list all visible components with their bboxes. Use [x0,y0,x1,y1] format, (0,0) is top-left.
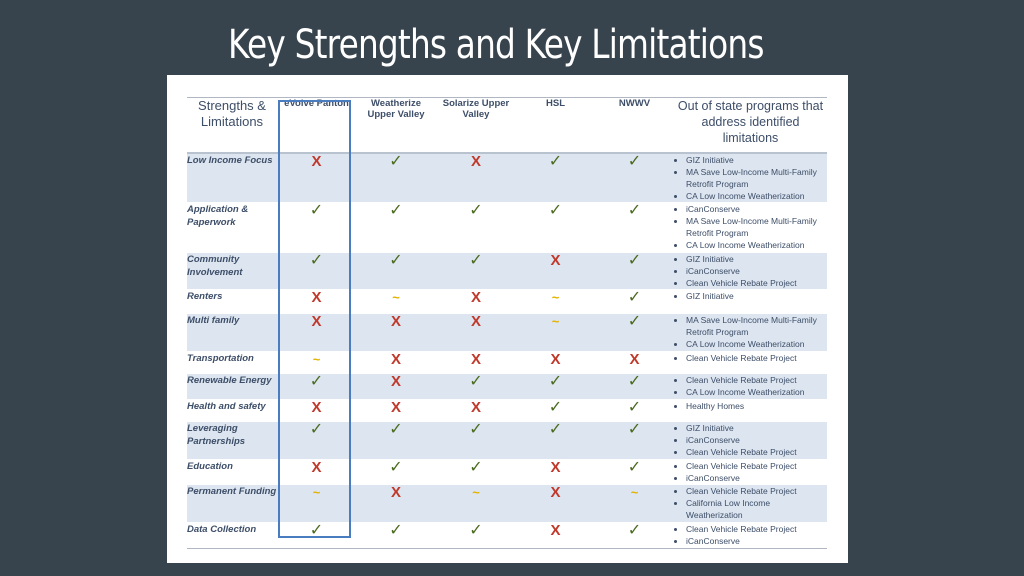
table-row [187,400,827,422]
check-mark-icon: ✓ [389,459,403,476]
out-of-state-programs-cell [674,422,827,460]
program-list-item: • CA Low Income Weatherization [686,338,827,350]
mark-cell [595,153,674,203]
program-list-item: • Clean Vehicle Rebate Project [686,352,827,364]
mark-cell [356,460,436,485]
mark-cell [595,352,674,374]
mark-cell [277,400,356,422]
check-mark-icon: ✓ [469,373,483,390]
mark-cell [595,203,674,253]
x-mark-icon: X [470,313,481,330]
slide-title: Key Strengths and Key Limitations [228,22,764,68]
mark-cell [356,314,436,352]
header-evolve-panton: eVolve Panton [277,98,356,154]
tilde-mark-icon: ~ [312,352,321,367]
check-mark-icon: ✓ [548,202,563,219]
tilde-mark-icon: ~ [472,485,480,500]
check-mark-icon: ✓ [627,522,642,539]
out-of-state-programs-cell [674,460,827,485]
x-mark-icon: X [550,351,561,368]
program-list-item: • Clean Vehicle Rebate Project [686,446,827,458]
x-mark-icon: X [311,459,322,476]
mark-cell [277,153,356,203]
row-label: Renters [187,290,277,314]
check-mark-icon: ✓ [309,252,324,269]
mark-cell [436,523,516,549]
mark-cell [516,460,595,485]
table-row [187,374,827,400]
check-mark-icon: ✓ [469,421,483,438]
mark-cell [595,523,674,549]
program-list-item: • iCanConserve [686,472,827,484]
mark-cell [516,422,595,460]
row-label: Community Involvement [187,253,277,290]
check-mark-icon: ✓ [309,373,324,390]
mark-cell [436,290,516,314]
row-label: Application & Paperwork [187,203,277,253]
out-of-state-programs-cell [674,352,827,374]
check-mark-icon: ✓ [627,421,642,438]
program-list-item: • CA Low Income Weatherization [686,239,827,251]
check-mark-icon: ✓ [309,421,324,438]
tilde-mark-icon: ~ [551,290,560,305]
mark-cell [277,374,356,400]
mark-cell [516,153,595,203]
program-list [674,203,827,251]
program-list [674,253,827,289]
x-mark-icon: X [311,153,322,170]
mark-cell [356,153,436,203]
check-mark-icon: ✓ [627,373,642,390]
mark-cell [436,352,516,374]
program-list [674,523,827,547]
x-mark-icon: X [390,313,401,330]
program-list [674,374,827,398]
out-of-state-programs-cell [674,400,827,422]
program-list-item: • GIZ Initiative [686,154,827,166]
header-strengths-limitations: Strengths & Limitations [187,98,277,154]
check-mark-icon: ✓ [469,252,483,269]
mark-cell [595,253,674,290]
table-row [187,314,827,352]
mark-cell [277,314,356,352]
check-mark-icon: ✓ [309,522,324,539]
program-list-item: • iCanConserve [686,434,827,446]
check-mark-icon: ✓ [469,522,483,539]
x-mark-icon: X [311,313,322,330]
row-label: Multi family [187,314,277,352]
mark-cell [516,523,595,549]
check-mark-icon: ✓ [627,459,642,476]
program-list-item: • MA Save Low-Income Multi-Family Retrofit Program [686,314,827,338]
out-of-state-programs-cell [674,153,827,203]
check-mark-icon: ✓ [548,421,563,438]
mark-cell [516,400,595,422]
mark-cell [277,460,356,485]
mark-cell [356,523,436,549]
header-out-of-state-programs: Out of state programs that address identified limitations [674,98,827,154]
check-mark-icon: ✓ [627,202,642,219]
mark-cell [356,422,436,460]
out-of-state-programs-cell [674,374,827,400]
program-list-item: • Clean Vehicle Rebate Project [686,485,827,497]
program-list [674,422,827,458]
program-list-item: • GIZ Initiative [686,422,827,434]
mark-cell [436,422,516,460]
header-weatherize-upper-valley: Weatherize Upper Valley [356,98,436,154]
mark-cell [277,422,356,460]
out-of-state-programs-cell [674,253,827,290]
row-label: Health and safety [187,400,277,422]
check-mark-icon: ✓ [627,252,642,269]
x-mark-icon: X [311,289,322,306]
mark-cell [356,485,436,523]
program-list-item: • Clean Vehicle Rebate Project [686,374,827,386]
mark-cell [356,352,436,374]
program-list-item: • GIZ Initiative [686,253,827,265]
program-list [674,314,827,350]
x-mark-icon: X [629,351,640,368]
table-row [187,352,827,374]
mark-cell [436,253,516,290]
x-mark-icon: X [550,484,561,501]
check-mark-icon: ✓ [627,313,642,330]
table-row [187,290,827,314]
header-nwwv: NWWV [595,98,674,154]
check-mark-icon: ✓ [389,202,403,219]
mark-cell [277,290,356,314]
mark-cell [595,290,674,314]
check-mark-icon: ✓ [389,522,403,539]
out-of-state-programs-cell [674,290,827,314]
x-mark-icon: X [550,459,561,476]
program-list-item: • CA Low Income Weatherization [686,386,827,398]
mark-cell [436,153,516,203]
check-mark-icon: ✓ [389,252,403,269]
program-list [674,460,827,484]
row-label: Low Income Focus [187,153,277,203]
program-list [674,485,827,521]
x-mark-icon: X [470,351,481,368]
row-label: Education [187,460,277,485]
mark-cell [436,314,516,352]
program-list-item: • Clean Vehicle Rebate Project [686,460,827,472]
table-row [187,203,827,253]
mark-cell [516,352,595,374]
program-list-item: • iCanConserve [686,535,827,547]
x-mark-icon: X [390,399,401,416]
x-mark-icon: X [390,484,401,501]
check-mark-icon: ✓ [548,153,563,170]
mark-cell [356,253,436,290]
mark-cell [516,290,595,314]
program-list-item: • Clean Vehicle Rebate Project [686,523,827,535]
x-mark-icon: X [470,289,481,306]
check-mark-icon: ✓ [627,289,642,306]
mark-cell [595,422,674,460]
check-mark-icon: ✓ [548,373,563,390]
program-list-item: • iCanConserve [686,265,827,277]
mark-cell [277,485,356,523]
mark-cell [436,203,516,253]
check-mark-icon: ✓ [627,399,642,416]
table-row [187,253,827,290]
row-label: Transportation [187,352,277,374]
mark-cell [436,374,516,400]
table-row [187,422,827,460]
program-list [674,154,827,202]
row-label: Data Collection [187,523,277,549]
program-list-item: • MA Save Low-Income Multi-Family Retrofit Program [686,166,827,190]
row-label: Permanent Funding [187,485,277,523]
check-mark-icon: ✓ [389,421,403,438]
mark-cell [516,485,595,523]
x-mark-icon: X [390,351,401,368]
check-mark-icon: ✓ [469,459,483,476]
mark-cell [277,203,356,253]
program-list-item: • GIZ Initiative [686,290,827,302]
check-mark-icon: ✓ [548,399,563,416]
tilde-mark-icon: ~ [392,290,400,305]
mark-cell [516,314,595,352]
table-row [187,485,827,523]
program-list-item: • Healthy Homes [686,400,827,412]
mark-cell [356,374,436,400]
mark-cell [595,460,674,485]
check-mark-icon: ✓ [627,153,642,170]
x-mark-icon: X [390,373,401,390]
x-mark-icon: X [550,522,561,539]
mark-cell [356,290,436,314]
out-of-state-programs-cell [674,523,827,549]
row-label: Renewable Energy [187,374,277,400]
program-list [674,352,827,364]
row-label: Leveraging Partnerships [187,422,277,460]
mark-cell [516,253,595,290]
mark-cell [595,400,674,422]
table-row [187,153,827,203]
mark-cell [277,253,356,290]
tilde-mark-icon: ~ [630,485,639,500]
program-list-item: • iCanConserve [686,203,827,215]
table-row [187,460,827,485]
program-list-item: • CA Low Income Weatherization [686,190,827,202]
program-list [674,400,827,412]
tilde-mark-icon: ~ [551,314,560,329]
mark-cell [436,460,516,485]
tilde-mark-icon: ~ [312,485,321,500]
program-list [674,290,827,302]
out-of-state-programs-cell [674,485,827,523]
program-list-item: • Clean Vehicle Rebate Project [686,277,827,289]
program-list-item: • MA Save Low-Income Multi-Family Retrofit Program [686,215,827,239]
header-row [187,98,827,154]
x-mark-icon: X [470,399,481,416]
out-of-state-programs-cell [674,314,827,352]
mark-cell [595,485,674,523]
mark-cell [356,203,436,253]
mark-cell [516,203,595,253]
table-row [187,523,827,549]
out-of-state-programs-cell [674,203,827,253]
mark-cell [277,523,356,549]
check-mark-icon: ✓ [469,202,483,219]
x-mark-icon: X [311,399,322,416]
comparison-table [187,97,827,549]
mark-cell [277,352,356,374]
header-hsl: HSL [516,98,595,154]
mark-cell [516,374,595,400]
mark-cell [436,400,516,422]
program-list-item: • California Low Income Weatherization [686,497,827,521]
x-mark-icon: X [550,252,561,269]
x-mark-icon: X [470,153,481,170]
mark-cell [356,400,436,422]
check-mark-icon: ✓ [309,202,324,219]
comparison-table-image [167,75,848,563]
check-mark-icon: ✓ [389,153,403,170]
mark-cell [595,314,674,352]
mark-cell [595,374,674,400]
mark-cell [436,485,516,523]
header-solarize-upper-valley: Solarize Upper Valley [436,98,516,154]
